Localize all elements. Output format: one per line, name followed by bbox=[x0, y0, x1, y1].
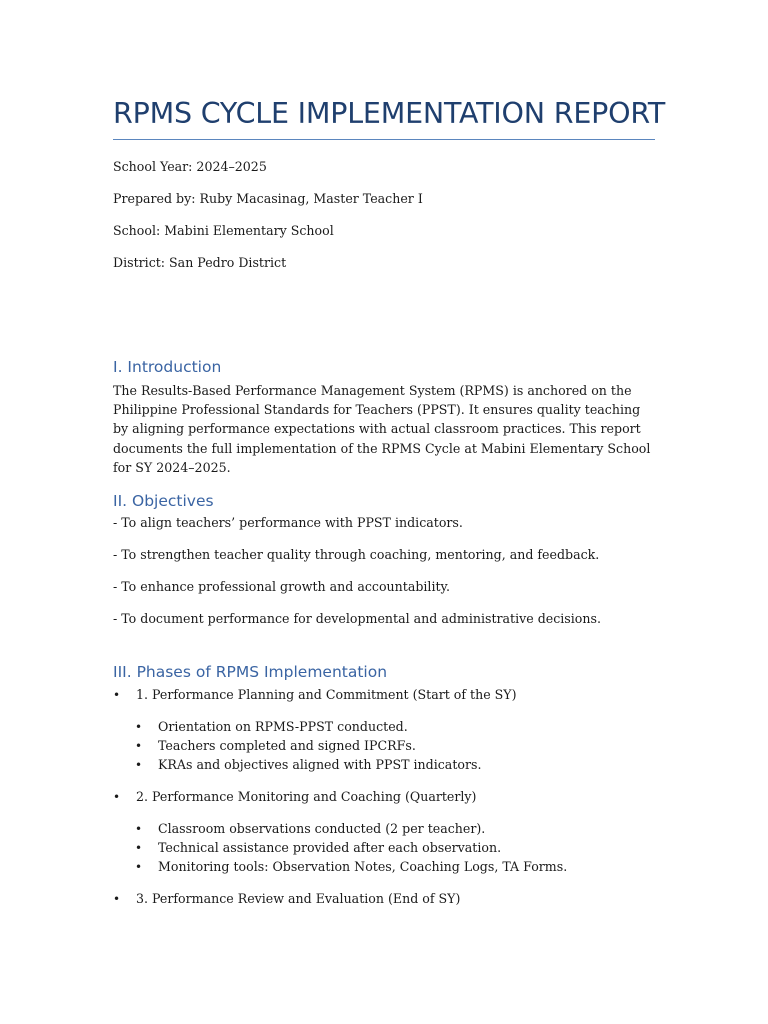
objectives-heading: II. Objectives bbox=[113, 492, 214, 510]
subitem-label: Monitoring tools: Observation Notes, Coaching Logs, TA Forms. bbox=[158, 859, 568, 874]
title-underline bbox=[113, 139, 655, 140]
bullet-icon: • bbox=[135, 860, 143, 874]
bullet-icon: • bbox=[135, 739, 143, 753]
bullet-icon: • bbox=[135, 758, 143, 772]
objective-item: - To document performance for developmental and administrative decisions. bbox=[113, 611, 601, 626]
subitem-label: Classroom observations conducted (2 per teacher). bbox=[158, 821, 486, 836]
subitem-label: Technical assistance provided after each observation. bbox=[158, 840, 502, 855]
phases-heading: III. Phases of RPMS Implementation bbox=[113, 663, 388, 681]
objective-item: - To align teachers’ performance with PPST indicators. bbox=[113, 515, 463, 530]
phase-label: 3. Performance Review and Evaluation (End of SY) bbox=[136, 891, 461, 906]
introduction-body: The Results-Based Performance Management System (RPMS) is anchored on the Philippine Professional Standards for Teachers (PPST). It ensures quality teaching by aligning performance expectations with actual classroom practices. This report documents the full implementation of the RPMS Cycle at Mabini Elementary School for SY 2024–2025. bbox=[113, 383, 651, 475]
document-title: RPMS CYCLE IMPLEMENTATION REPORT bbox=[113, 97, 666, 130]
objective-item: - To enhance professional growth and accountability. bbox=[113, 579, 450, 594]
phase-label: 2. Performance Monitoring and Coaching (Quarterly) bbox=[136, 789, 477, 804]
subitem-label: Teachers completed and signed IPCRFs. bbox=[158, 738, 416, 753]
school-year: School Year: 2024–2025 bbox=[113, 159, 267, 174]
subitem-label: Orientation on RPMS-PPST conducted. bbox=[158, 719, 408, 734]
prepared-by: Prepared by: Ruby Macasinag, Master Teacher I bbox=[113, 191, 423, 206]
school-name: School: Mabini Elementary School bbox=[113, 223, 334, 238]
bullet-icon: • bbox=[113, 790, 121, 804]
introduction-heading: I. Introduction bbox=[113, 358, 222, 376]
subitem-label: KRAs and objectives aligned with PPST indicators. bbox=[158, 757, 482, 772]
district-name: District: San Pedro District bbox=[113, 255, 287, 270]
bullet-icon: • bbox=[135, 841, 143, 855]
bullet-icon: • bbox=[135, 720, 143, 734]
bullet-icon: • bbox=[113, 892, 121, 906]
bullet-icon: • bbox=[135, 822, 143, 836]
phase-label: 1. Performance Planning and Commitment (Start of the SY) bbox=[136, 687, 517, 702]
objective-item: - To strengthen teacher quality through coaching, mentoring, and feedback. bbox=[113, 547, 600, 562]
bullet-icon: • bbox=[113, 688, 121, 702]
